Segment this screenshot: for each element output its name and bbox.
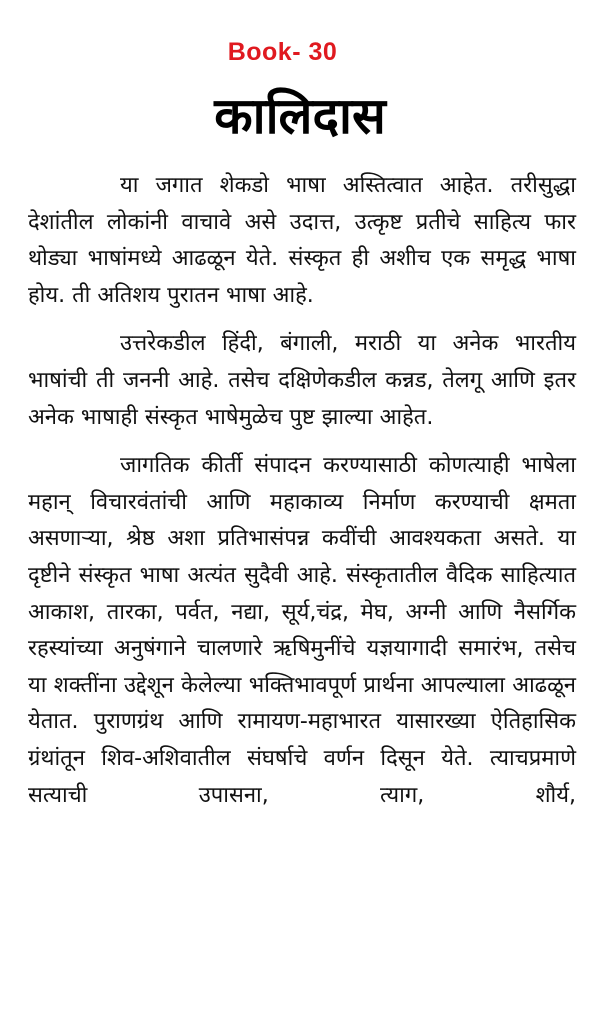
- paragraph-3: जागतिक कीर्ती संपादन करण्यासाठी कोणत्याही भाषेला महान् विचारवंतांची आणि महाकाव्य निर्माण करण्याची क्षमता असणाऱ्या, श्रेष्ठ अशा प्रतिभासंपन्न कवींची आवश्यकता असते. या दृष्टीने संस्कृत भाषा अत्यंत सुदैवी आहे. संस्कृतातील वैदिक साहित्यात आकाश, तारका, पर्वत, नद्या, सूर्य,चंद्र, मेघ, अग्नी आणि नैसर्गिक रहस्यांच्या अनुषंगाने चालणारे ऋषिमुनींचे यज्ञयागादी समारंभ, तसेच या शक्तींना उद्देशून केलेल्या भक्तिभावपूर्ण प्रार्थना आपल्याला आढळून येतात. पुराणग्रंथ आणि रामायण-महाभारत यासारख्या ऐतिहासिक ग्रंथांतून शिव-अशिवातील संघर्षाचे वर्णन दिसून येते. त्याचप्रमाणे सत्याची उपासना, त्याग, शौर्य,: [28, 453, 576, 808]
- body-text: [28, 168, 576, 826]
- book-number-label: Book- 30: [227, 38, 338, 66]
- page-title: कालिदास: [214, 87, 386, 145]
- paragraph-1: या जगात शेकडो भाषा अस्तित्वात आहेत. तरीसुद्धा देशांतील लोकांनी वाचावे असे उदात्त, उत्कृष्ट प्रतीचे साहित्य फार थोड्या भाषांमध्ये आढळून येते. संस्कृत ही अशीच एक समृद्ध भाषा होय. ती अतिशय पुरातन भाषा आहे.: [28, 173, 576, 308]
- paragraph-2: उत्तरेकडील हिंदी, बंगाली, मराठी या अनेक भारतीय भाषांची ती जननी आहे. तसेच दक्षिणेकडील कन्नड, तेलगू आणि इतर अनेक भाषाही संस्कृत भाषेमुळेच पुष्ट झाल्या आहेत.: [28, 331, 576, 430]
